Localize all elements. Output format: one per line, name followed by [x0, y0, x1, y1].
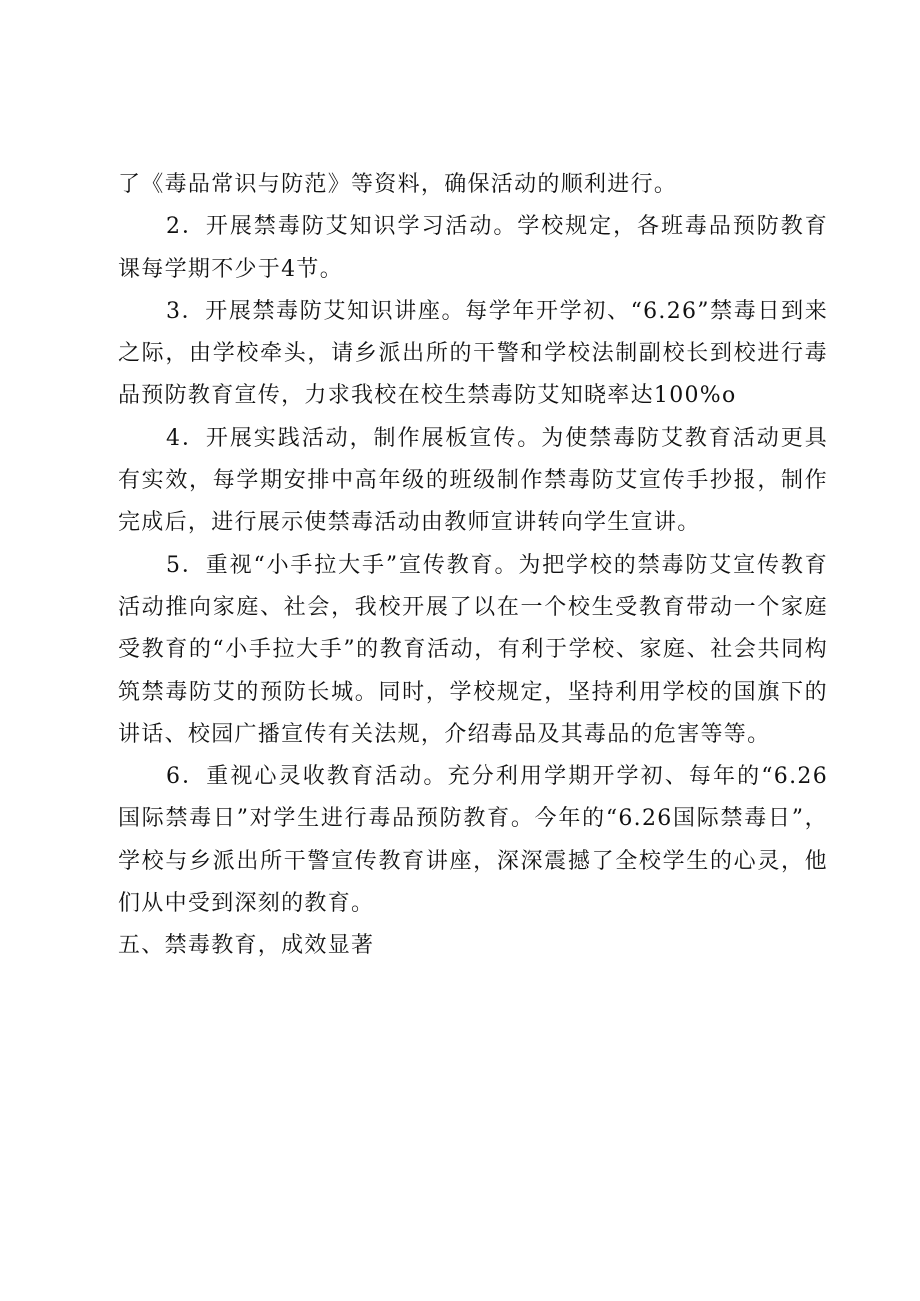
- section-heading: 五、禁毒教育，成效显著: [118, 933, 375, 959]
- paragraph-item-3: 3．开展禁毒防艾知识讲座。每学年开学初、“6.26”禁毒日到来之际，由学校牵头，请乡派出所的干警和学校法制副校长到校进行毒品预防教育宣传，力求我校在校生禁毒防艾知晓率达100%o: [118, 298, 828, 409]
- document-body: [118, 164, 828, 968]
- paragraph-item-2: 2．开展禁毒防艾知识学习活动。学校规定，各班毒品预防教育课每学期不少于4节。: [118, 214, 828, 282]
- paragraph-item-5: 5．重视“小手拉大手”宣传教育。为把学校的禁毒防艾宣传教育活动推向家庭、社会，我校开展了以在一个校生受教育带动一个家庭受教育的“小手拉大手”的教育活动，有利于学校、家庭、社会共同构筑禁毒防艾的预防长城。同时，学校规定，坚持利用学校的国旗下的讲话、校园广播宣传有关法规，介绍毒品及其毒品的危害等等。: [118, 552, 828, 747]
- paragraph-item-4: 4．开展实践活动，制作展板宣传。为使禁毒防艾教育活动更具有实效，每学期安排中高年级的班级制作禁毒防艾宣传手抄报，制作完成后，进行展示使禁毒活动由教师宣讲转向学生宣讲。: [118, 425, 828, 536]
- paragraph-continuation: 了《毒品常识与防范》等资料，确保活动的顺利进行。: [118, 172, 678, 197]
- paragraph-item-6: 6．重视心灵收教育活动。充分利用学期开学初、每年的“6.26国际禁毒日”对学生进行毒品预防教育。今年的“6.26国际禁毒日”，学校与乡派出所干警宣传教育讲座，深深震撼了全校学生的心灵，他们从中受到深刻的教育。: [118, 764, 828, 917]
